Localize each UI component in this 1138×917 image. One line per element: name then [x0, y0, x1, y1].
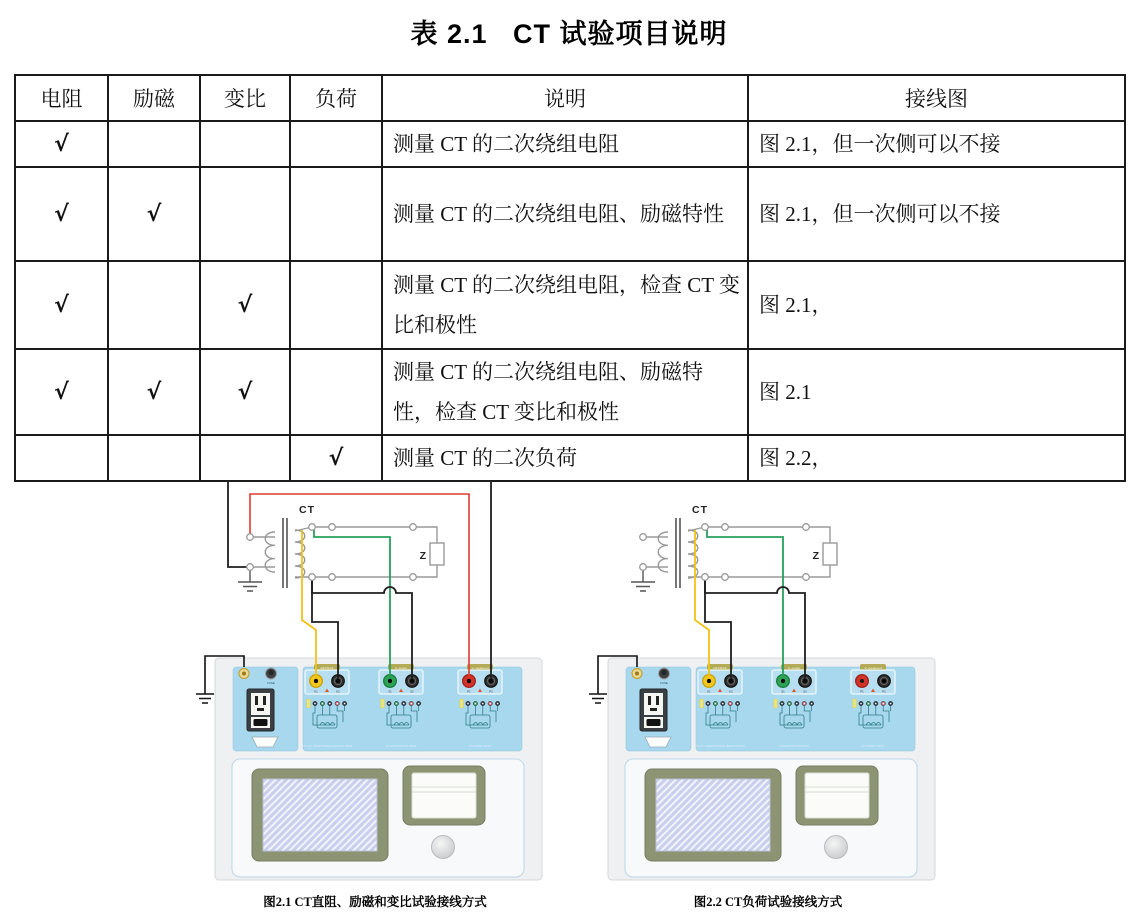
jack-label: P1 [467, 689, 471, 694]
check-cell [15, 435, 108, 481]
screen [656, 779, 770, 851]
check-cell: √ [15, 167, 108, 261]
description-cell: 测量 CT 的二次负荷 [382, 435, 748, 481]
check-cell: √ [200, 261, 290, 349]
figure-caption: 图2.2 CT负荷试验接线方式 [693, 895, 843, 909]
wiring-diagram-2-1 [195, 470, 555, 888]
terminal-node [410, 524, 417, 531]
green-lead [707, 529, 783, 679]
group-footnote: CT RATIO TEST [468, 744, 492, 748]
printer-paper [805, 773, 869, 818]
check-cell [290, 167, 382, 261]
plugged-lead-tip [729, 679, 733, 683]
ground-symbol [196, 694, 214, 703]
printer-paper [412, 773, 476, 818]
jack-label: K1 [314, 689, 318, 694]
screen [263, 779, 377, 851]
load-label: Z [419, 550, 426, 562]
column-header: 负荷 [290, 75, 382, 121]
check-cell: √ [200, 349, 290, 435]
diagram-ref-cell: 图 2.1 [748, 349, 1125, 435]
jack-label: K1 [707, 689, 711, 694]
description-cell: 测量 CT 的二次绕组电阻 [382, 121, 748, 167]
column-header: 说明 [382, 75, 748, 121]
jack-label: P2 [489, 689, 493, 694]
figure-2-1 [195, 470, 555, 910]
knob [432, 836, 455, 859]
header-row [15, 75, 1125, 121]
group-footnote: CT EXCITATION TEST [778, 744, 810, 748]
check-cell [108, 435, 200, 481]
page-title: 表 2.1 CT 试验项目说明 [410, 19, 728, 49]
group-tag: V- output [394, 666, 408, 670]
check-cell [200, 167, 290, 261]
terminal-node [803, 524, 810, 531]
table-row [15, 261, 1125, 349]
ground-symbol [238, 582, 262, 591]
check-cell [108, 261, 200, 349]
plugged-lead-tip [707, 679, 711, 683]
terminal-node [803, 574, 810, 581]
figure-2-2 [588, 470, 948, 910]
plugged-lead-tip [336, 679, 340, 683]
plugged-lead-tip [489, 679, 493, 683]
ground-symbol [589, 694, 607, 703]
wiring-diagram [588, 470, 948, 888]
check-cell: √ [290, 435, 382, 481]
diagram-ref-cell: 图 2.1， [748, 261, 1125, 349]
green-lead [314, 529, 390, 679]
check-cell: √ [15, 121, 108, 167]
black-lead-primary [228, 481, 491, 679]
diagram-ref-cell: 图 2.2， [748, 435, 1125, 481]
knob [825, 836, 848, 859]
check-cell [200, 121, 290, 167]
terminal-node [640, 534, 647, 541]
diagram-ref-cell: 图 2.1，但一次侧可以不接 [748, 121, 1125, 167]
group-footnote: CT D.C. RESISTANCE (EXCIT) TEST [301, 744, 353, 748]
test-leads [695, 529, 805, 679]
terminal-node [722, 524, 729, 531]
load-z [823, 543, 837, 565]
check-cell: √ [15, 261, 108, 349]
rs232-label: RS 232 [652, 752, 664, 756]
terminal-node [640, 564, 647, 571]
jack-label: S2 [410, 689, 414, 694]
description-cell: 测量 CT 的二次绕组电阻、励磁特性，检查 CT 变比和极性 [382, 349, 748, 435]
check-cell [290, 121, 382, 167]
fuse-label: FUSE [660, 681, 668, 685]
diagram-ref-cell: 图 2.1，但一次侧可以不接 [748, 167, 1125, 261]
table-row [15, 121, 1125, 167]
plugged-lead-tip [388, 679, 392, 683]
group-tag: V- output [787, 666, 801, 670]
plugged-lead-tip [781, 679, 785, 683]
wiring-diagram [195, 470, 555, 888]
description-cell: 测量 CT 的二次绕组电阻、励磁特性 [382, 167, 748, 261]
load-z [430, 543, 444, 565]
test-leads [228, 481, 491, 679]
terminal-node [329, 574, 336, 581]
check-cell [290, 349, 382, 435]
check-cell: √ [108, 349, 200, 435]
table-row [15, 349, 1125, 435]
group-tag: Ω&T/Rs/F [713, 666, 727, 670]
terminal-node [410, 574, 417, 581]
ct-transformer [631, 518, 705, 591]
terminal-node [247, 564, 254, 571]
group-footnote: CT D.C. RESISTANCE (EXCIT) TEST [694, 744, 746, 748]
yellow-lead [302, 530, 316, 679]
group-tag: Ω&T/Rs/F [320, 666, 334, 670]
rs232-port [645, 737, 671, 747]
jack-label: K2 [729, 689, 733, 694]
check-cell: √ [108, 167, 200, 261]
column-header: 电阻 [15, 75, 108, 121]
plugged-lead-tip [314, 679, 318, 683]
jack-label: S1 [781, 689, 785, 694]
power-inlet [640, 689, 667, 731]
ct-label: CT [692, 504, 708, 516]
jack-label: K2 [336, 689, 340, 694]
terminal-node [309, 524, 316, 531]
rs232-label: RS 232 [259, 752, 271, 756]
description-cell: 测量 CT 的二次绕组电阻，检查 CT 变比和极性 [382, 261, 748, 349]
check-cell [108, 121, 200, 167]
terminal-node [309, 574, 316, 581]
terminal-node [722, 574, 729, 581]
check-cell: √ [15, 349, 108, 435]
power-inlet [247, 689, 274, 731]
jack-label: P2 [882, 689, 886, 694]
column-header: 变比 [200, 75, 290, 121]
column-header: 励磁 [108, 75, 200, 121]
group-tag: V- measured [471, 666, 489, 670]
ct-transformer [238, 518, 312, 591]
terminal-node [329, 524, 336, 531]
data-table [14, 74, 1126, 482]
terminal-node [247, 534, 254, 541]
rs232-port [252, 737, 278, 747]
terminal-node [702, 574, 709, 581]
test-instrument [215, 658, 542, 880]
fuse-label: FUSE [267, 681, 275, 685]
group-footnote: CT RATIO TEST [861, 744, 885, 748]
table-row [15, 435, 1125, 481]
figure-caption: 图2.1 CT直阻、励磁和变比试验接线方式 [263, 895, 487, 909]
ground-symbol [631, 582, 655, 591]
yellow-lead [695, 530, 709, 679]
plugged-lead-tip [803, 679, 807, 683]
jack-label: S2 [803, 689, 807, 694]
jack-label: P1 [860, 689, 864, 694]
group-footnote: CT EXCITATION TEST [385, 744, 417, 748]
plugged-lead-tip [410, 679, 414, 683]
test-instrument [608, 658, 935, 880]
ct-label: CT [299, 504, 315, 516]
wiring-diagram-2-2 [588, 470, 948, 888]
plugged-lead-tip [467, 679, 471, 683]
group-tag: V- measured [864, 666, 882, 670]
load-label: Z [812, 550, 819, 562]
column-header: 接线图 [748, 75, 1125, 121]
terminal-node [702, 524, 709, 531]
jack-label: S1 [388, 689, 392, 694]
check-cell [290, 261, 382, 349]
table-row [15, 167, 1125, 261]
